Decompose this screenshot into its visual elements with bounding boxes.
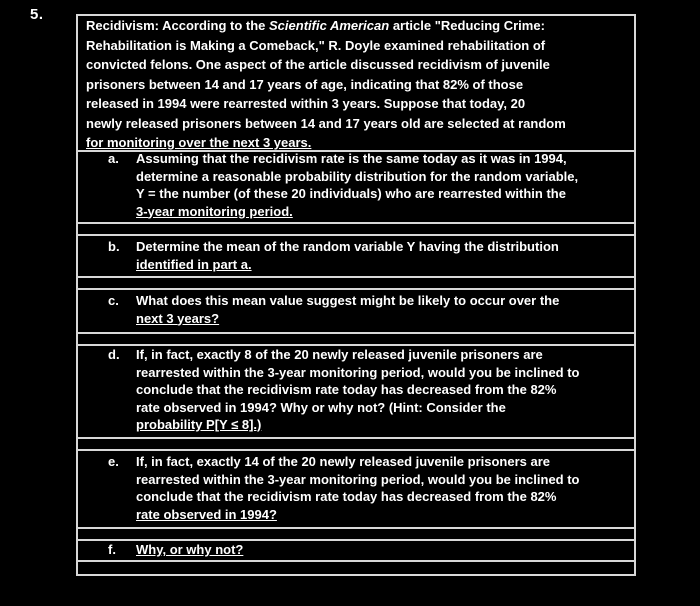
row-divider bbox=[76, 437, 636, 439]
part-line: rearrested within the 3-year monitoring period, would you be inclined to bbox=[136, 364, 580, 380]
part-letter: d. bbox=[108, 347, 120, 362]
intro-line-7: for monitoring over the next 3 years. bbox=[86, 135, 312, 150]
part-a bbox=[108, 150, 630, 220]
part-line: rearrested within the 3-year monitoring period, would you be inclined to bbox=[136, 471, 580, 487]
part-c bbox=[108, 292, 630, 327]
intro-line-5: released in 1994 were rearrested within 3 years. Suppose that today, 20 bbox=[86, 96, 526, 111]
part-line: If, in fact, exactly 14 of the 20 newly released juvenile prisoners are bbox=[136, 454, 551, 469]
intro-line-2: Rehabilitation is Making a Comeback," R. Doyle examined rehabilitation of bbox=[86, 37, 546, 53]
intro-line-1 bbox=[86, 16, 634, 36]
intro-line-6: newly released prisoners between 14 and 17 years old are selected at random bbox=[86, 115, 566, 131]
row-divider bbox=[76, 288, 636, 290]
part-d bbox=[108, 346, 630, 434]
part-line: Determine the mean of the random variable Y having the distribution bbox=[136, 239, 559, 254]
row-divider bbox=[76, 449, 636, 451]
part-line: conclude that the recidivism rate today has decreased from the 82% bbox=[136, 489, 557, 504]
row-divider bbox=[76, 560, 636, 562]
intro-line-1-tail: article "Reducing Crime: bbox=[389, 18, 545, 33]
part-letter: b. bbox=[108, 239, 120, 254]
row-divider bbox=[76, 222, 636, 224]
part-e bbox=[108, 453, 630, 523]
part-letter: c. bbox=[108, 293, 119, 308]
part-line: 3-year monitoring period. bbox=[136, 203, 293, 219]
row-divider bbox=[76, 527, 636, 529]
part-line: conclude that the recidivism rate today has decreased from the 82% bbox=[136, 382, 557, 397]
intro-line-1-text: According to the bbox=[158, 18, 270, 33]
part-line: If, in fact, exactly 8 of the 20 newly released juvenile prisoners are bbox=[136, 347, 543, 362]
part-line: next 3 years? bbox=[136, 310, 220, 326]
part-line: Why, or why not? bbox=[136, 542, 244, 557]
part-line: What does this mean value suggest might be likely to occur over the bbox=[136, 293, 560, 308]
part-line: determine a reasonable probability distribution for the random variable, bbox=[136, 168, 579, 184]
part-letter: f. bbox=[108, 542, 116, 557]
part-line: probability P[Y ≤ 8].) bbox=[136, 417, 262, 432]
part-letter: e. bbox=[108, 454, 119, 469]
intro-heading: Recidivism: bbox=[86, 18, 159, 33]
part-line: rate observed in 1994? bbox=[136, 506, 277, 522]
row-divider bbox=[76, 332, 636, 334]
row-divider bbox=[76, 234, 636, 236]
part-b bbox=[108, 238, 630, 273]
part-line: Assuming that the recidivism rate is the same today as it was in 1994, bbox=[136, 151, 567, 166]
question-number: 5. bbox=[30, 6, 44, 23]
intro-source: Scientific American bbox=[269, 18, 390, 33]
intro-line-4: prisoners between 14 and 17 years of age, indicating that 82% of those bbox=[86, 76, 524, 92]
part-line: rate observed in 1994? Why or why not? (Hint: Consider the bbox=[136, 399, 506, 415]
part-line: Y = the number (of these 20 individuals) who are rearrested within the bbox=[136, 186, 566, 201]
part-f bbox=[108, 541, 630, 559]
row-divider bbox=[76, 276, 636, 278]
intro-line-3: convicted felons. One aspect of the article discussed recidivism of juvenile bbox=[86, 57, 550, 72]
question-intro bbox=[86, 16, 634, 153]
part-letter: a. bbox=[108, 151, 119, 166]
part-line: identified in part a. bbox=[136, 256, 252, 272]
